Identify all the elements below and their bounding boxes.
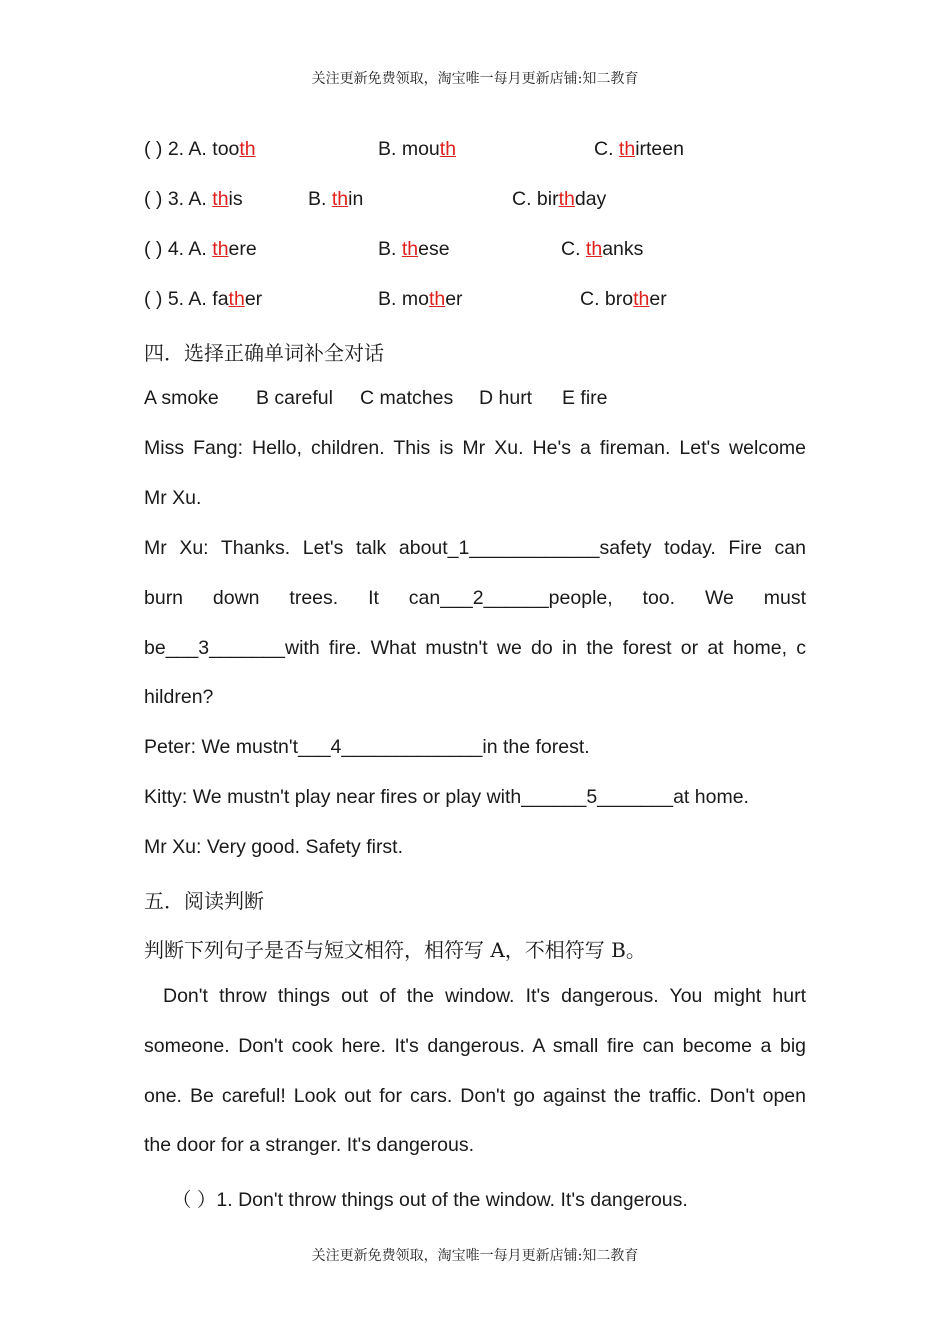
dialog-line: Mr Xu. xyxy=(144,487,202,509)
dialog-line: Kitty: We mustn't play near fires or play with______5_______at home. xyxy=(144,786,749,808)
option-b-label: B. xyxy=(378,138,402,160)
question-number: ( ) 2. A. xyxy=(144,138,213,160)
phonics-question-4 xyxy=(144,238,257,261)
option-c-text: bro xyxy=(604,288,634,310)
option-b-label: B. xyxy=(378,288,402,310)
dialog-line: Mr Xu: Thanks. Let's talk about_1____________safety today. Fire can xyxy=(144,537,806,559)
option-b-text: mou xyxy=(401,138,440,160)
option-c-text-end: anks xyxy=(602,238,644,260)
option-a-text-end: ere xyxy=(228,238,257,260)
highlight-th: th xyxy=(633,288,650,310)
highlight-th: th xyxy=(428,288,446,310)
phonics-option-c xyxy=(594,138,684,161)
phonics-option-c xyxy=(512,188,606,211)
word-option-c: C matches xyxy=(360,387,454,409)
passage-line: Don't throw things out of the window. It's dangerous. You might hurt xyxy=(163,985,806,1007)
highlight-th: th xyxy=(212,188,229,210)
option-a-text-end: er xyxy=(244,288,263,310)
page-header: 关注更新免费领取，淘宝唯一每月更新店铺:知二教育 xyxy=(311,71,639,87)
option-b-label: B. xyxy=(378,238,402,260)
phonics-question-5 xyxy=(144,288,262,311)
option-a-text-end: is xyxy=(228,188,243,210)
option-a-text: too xyxy=(212,138,240,160)
section-4-title: 四．选择正确单词补全对话 xyxy=(144,341,384,365)
option-c-text-end: irteen xyxy=(635,138,684,160)
option-c-label: C. xyxy=(580,288,605,310)
question-number: ( ) 4. A. xyxy=(144,238,213,260)
option-b-label: B. xyxy=(308,188,332,210)
dialog-line: Miss Fang: Hello, children. This is Mr Xu. He's a fireman. Let's welcome xyxy=(144,437,806,459)
phonics-option-b xyxy=(378,288,463,311)
passage-line: the door for a stranger. It's dangerous. xyxy=(144,1134,475,1156)
highlight-th: th xyxy=(558,188,575,210)
dialog-line: burn down trees. It can___2______people, too. We must xyxy=(144,587,806,609)
word-option-d: D hurt xyxy=(479,387,533,409)
dialog-line: Mr Xu: Very good. Safety first. xyxy=(144,836,404,858)
word-option-a: A smoke xyxy=(144,387,219,409)
option-c-text-end: er xyxy=(649,288,667,310)
question-number: ( ) 3. A. xyxy=(144,188,213,210)
option-c-label: C. xyxy=(594,138,619,160)
passage-line: someone. Don't cook here. It's dangerous. A small fire can become a big xyxy=(144,1035,806,1057)
option-b-text-end: in xyxy=(348,188,364,210)
option-a-text: fa xyxy=(212,288,229,310)
phonics-option-b xyxy=(378,138,456,161)
question-number: ( ) 5. A. xyxy=(144,288,213,310)
option-c-text-end: day xyxy=(574,188,607,210)
highlight-th: th xyxy=(212,238,229,260)
option-b-text: mo xyxy=(401,288,429,310)
word-option-e: E fire xyxy=(562,387,608,409)
option-b-text-end: er xyxy=(445,288,463,310)
dialog-line: be___3_______with fire. What mustn't we do in the forest or at home, c xyxy=(144,637,806,659)
highlight-th: th xyxy=(239,138,256,160)
option-c-label: C. xyxy=(512,188,537,210)
highlight-th: th xyxy=(228,288,245,310)
phonics-option-b xyxy=(308,188,363,211)
highlight-th: th xyxy=(331,188,349,210)
page-footer: 关注更新免费领取，淘宝唯一每月更新店铺:知二教育 xyxy=(311,1248,639,1264)
phonics-option-c xyxy=(580,288,667,311)
section-5-instruction: 判断下列句子是否与短文相符，相符写 A，不相符写 B。 xyxy=(144,938,646,962)
phonics-option-c xyxy=(561,238,643,261)
highlight-th: th xyxy=(401,238,419,260)
highlight-th: th xyxy=(585,238,603,260)
option-c-text: bir xyxy=(536,188,559,210)
highlight-th: th xyxy=(618,138,636,160)
dialog-line: hildren? xyxy=(144,686,214,708)
highlight-th: th xyxy=(439,138,457,160)
option-b-text-end: ese xyxy=(418,238,450,260)
option-c-label: C. xyxy=(561,238,586,260)
dialog-line: Peter: We mustn't___4_____________in the forest. xyxy=(144,736,590,758)
passage-line: one. Be careful! Look out for cars. Don't go against the traffic. Don't open xyxy=(144,1085,806,1107)
section-5-title: 五．阅读判断 xyxy=(144,889,264,913)
judgement-question-1: （ ）1. Don't throw things out of the window. It's dangerous. xyxy=(172,1189,688,1211)
phonics-question-3 xyxy=(144,188,243,211)
phonics-question-2 xyxy=(144,138,256,161)
word-option-b: B careful xyxy=(256,387,333,409)
phonics-option-b xyxy=(378,238,450,261)
